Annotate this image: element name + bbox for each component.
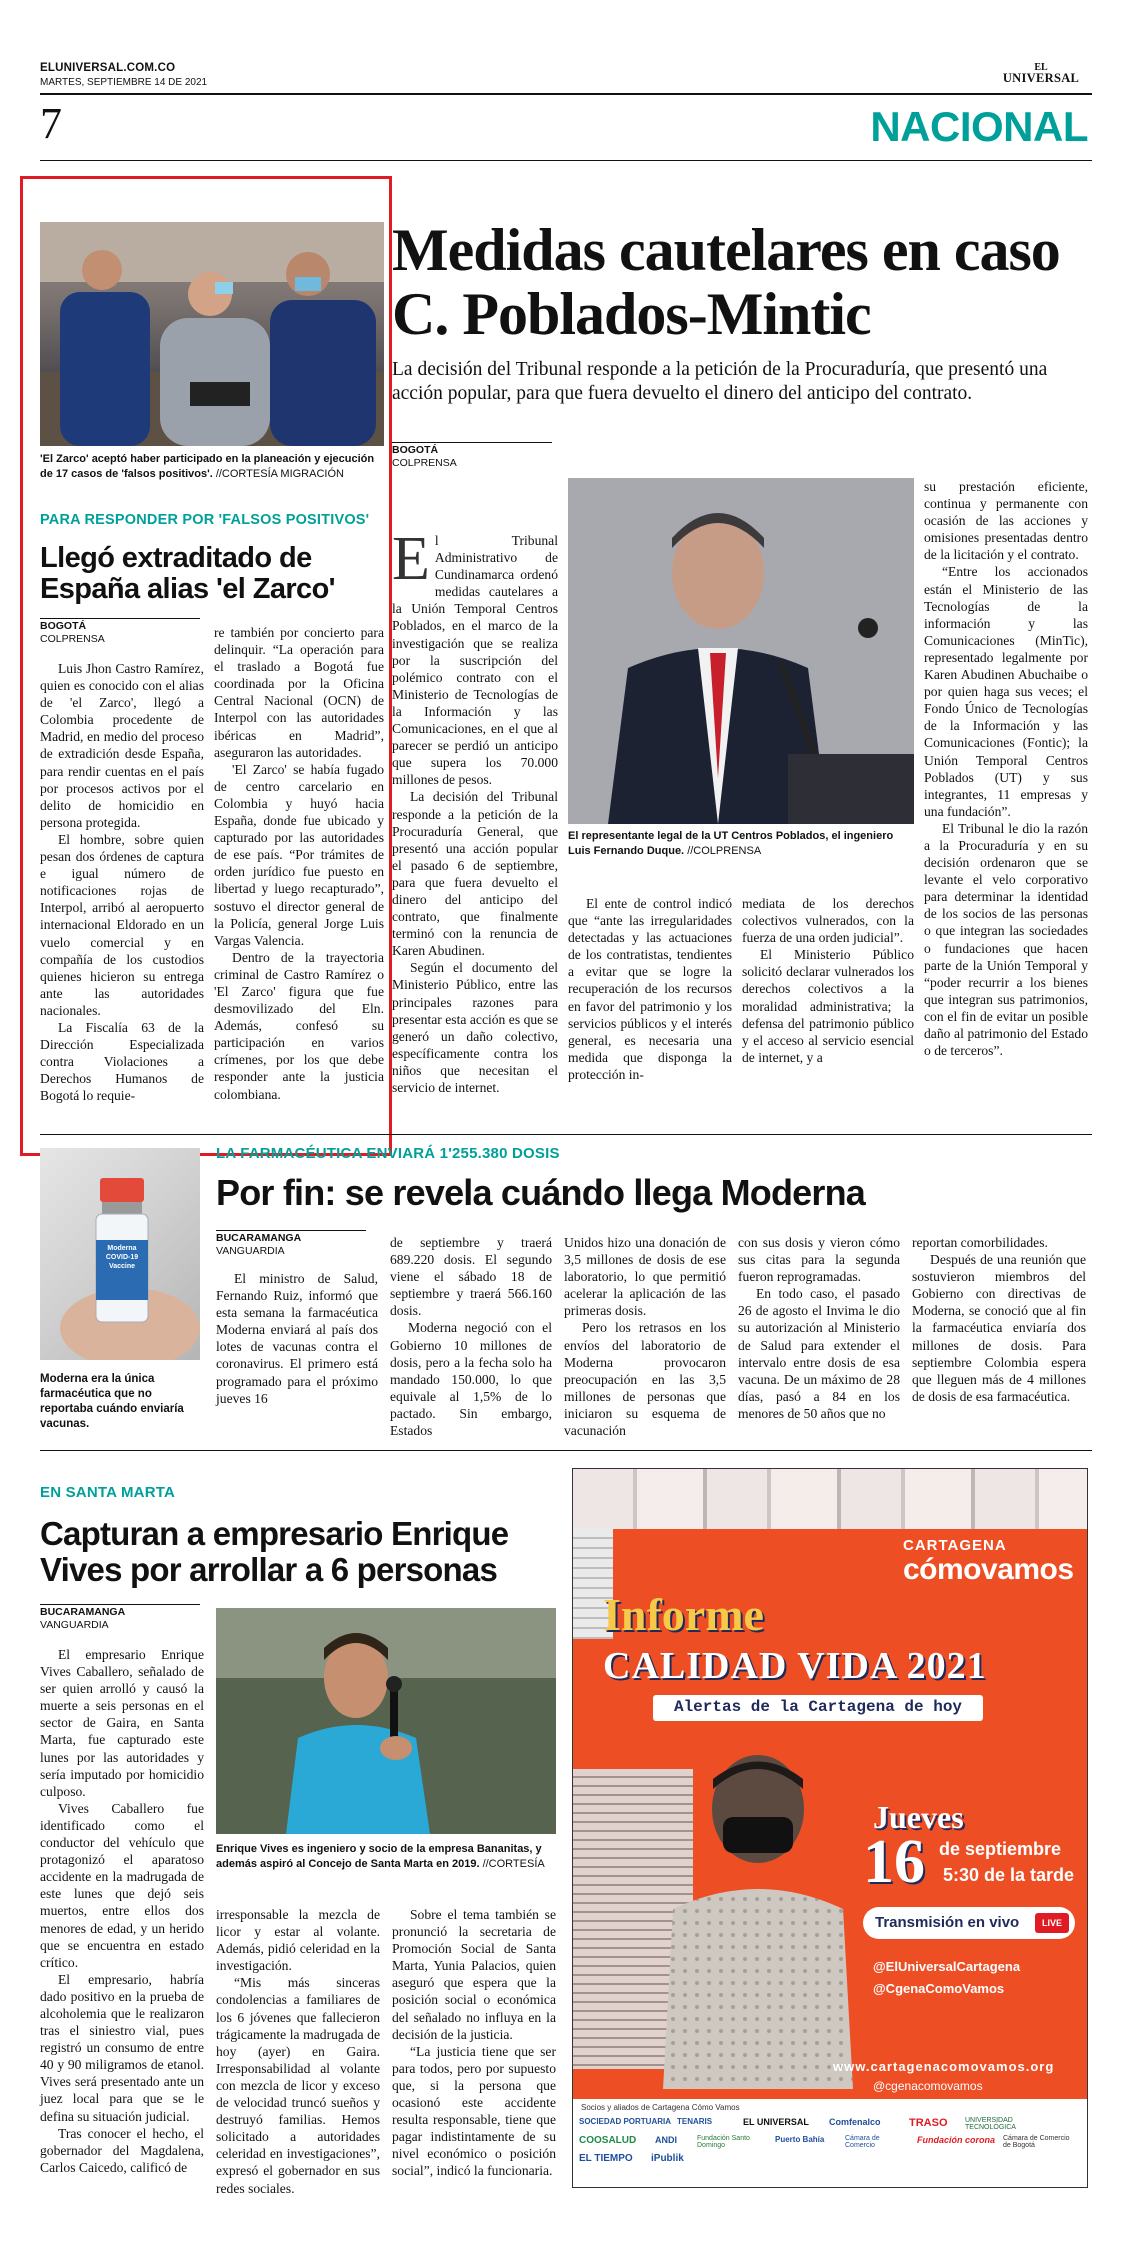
paragraph: La decisión del Tribunal responde a la petición de la Procuraduría General, que presentó una acción popular el pasado 6 de septiembre, para que fuera devuelto el dinero del anticipo del contrato, que finalmente terminó con la renuncia de Karen Abudinen. [392, 789, 558, 959]
zarco-caption-text: 'El Zarco' aceptó haber participado en la planeación y ejecución de 17 casos de 'falsos positivos'. [40, 453, 375, 480]
mintic-col-4 [924, 478, 1088, 1059]
vives-dateline [40, 1606, 125, 1632]
paragraph: En todo caso, el pasado 26 de agosto el Invima le dio su autorización al Ministerio de Salud para extender el intervalo entre dosis de esa vacuna. De un máximo de 28 días, pasó a 84 en los menores de 50 años que no [738, 1286, 900, 1421]
zarco-caption-credit: //CORTESÍA MIGRACIÓN [215, 467, 344, 480]
paragraph: El hombre, sobre quien pesan dos órdenes de captura e igual número de notificaciones rojas de Interpol, arribó al aeropuerto internacional Eldorado en un vuelo comercial y en compañía de los custodios quienes hicieron su entrega ante las autoridades nacionales. [40, 831, 204, 1018]
zarco-caption [40, 452, 384, 481]
mintic-col-1 [392, 525, 558, 1096]
ad-title-informe: Informe [603, 1589, 764, 1640]
zarco-city: BOGOTÁ [40, 620, 87, 632]
section-title: NACIONAL [870, 103, 1088, 150]
page-number: 7 [40, 99, 62, 148]
mintic-caption [568, 829, 914, 858]
vives-col-3 [392, 1906, 556, 2180]
ad-org-top: CARTAGENA [903, 1537, 1007, 1554]
paragraph: mediata de los derechos colectivos vulnerados, con la fuerza de una orden judicial”. [742, 896, 914, 946]
paragraph: El Tribunal le dio la razón a la Procuraduría y en su decisión ordenaron que se levante el velo corporativo para determinar la identidad de los socios de las personas o que integran las sociedades o fundaciones que hacen parte de la Unión Temporal y “poder recurrir a los bienes que integran sus patrimonios, con el fin de evitar un posible daño al patrimonio del Estado o de terceros”. [924, 820, 1088, 1059]
advertisement[interactable] [572, 1468, 1088, 2188]
moderna-col-4 [738, 1234, 900, 1422]
ad-partner-logos [579, 2117, 1083, 2164]
header-rule [40, 93, 1092, 95]
partner-logo: Puerto Bahía [775, 2135, 825, 2144]
zarco-photo [40, 222, 384, 446]
paragraph: Tras conocer el hecho, el gobernador del Magdalena, Carlos Caicedo, calificó de [40, 2125, 204, 2175]
paragraph: Luis Jhon Castro Ramírez, quien es conocido con el alias de 'el Zarco', llegó a Colombia procedente de Madrid, en medio del proceso de extradición desde España, para rendir cuentas en el país por procesos activos por el delito de homicidio en persona protegida. [40, 661, 204, 830]
paragraph: Sobre el tema también se pronunció la secretaria de Promoción Social de Santa Marta, Yunia Palacios, quien aseguró que espera que la posición social o económica del señalado no influya en la decisión de la justicia. [392, 1907, 556, 2042]
paragraph: irresponsable la mezcla de licor y estar al volante. Además, pidió celeridad en la investigación. [216, 1907, 380, 1974]
paragraph-text: l Tribunal Administrativo de Cundinamarca ordenó medidas cautelares a la Unión Temporal Centros Poblados, en el marco de la investigación que se realiza por la suscripción del polémico contrato con el Ministerio de Tecnologías de la Información y las Comunicaciones, en el que al parecer se perdió un anticipo que supera los 70.000 millones de pesos. [392, 533, 558, 788]
ad-jueves: Jueves [873, 1799, 964, 1835]
ad-time: 5:30 de la tarde [943, 1865, 1075, 1885]
section-rule [40, 160, 1092, 161]
zarco-headline: Llegó extraditado de España alias 'el Zarco' [40, 542, 335, 605]
moderna-kicker: LA FARMACÉUTICA ENVIARÁ 1'255.380 DOSIS [216, 1145, 560, 1162]
paragraph: con sus dosis y vieron cómo sus citas para la segunda fueron reprogramadas. [738, 1235, 900, 1285]
ad-social-1: @ElUniversalCartagena [873, 1959, 1021, 1974]
partner-logo: Cámara de Comercio de Bogotá [1003, 2135, 1070, 2149]
partner-logo: Fundación corona [917, 2135, 996, 2145]
newspaper-collage-top [573, 1469, 1088, 1529]
vives-caption [216, 1842, 556, 1871]
moderna-dateline-rule [216, 1230, 366, 1231]
paragraph: Unidos hizo una donación de 3,5 millones de dosis de ese laboratorio, lo que permitió acelerar la aplicación de las primeras dosis. [564, 1235, 726, 1319]
paragraph: “Entre los accionados están el Ministerio de las Tecnologías de la información y las Comunicaciones (MinTic), representado legalmente por Karen Abudinen Abuchaibe o por quien haga sus veces; el Fondo Único de Tecnologías de la Información y las Comunicaciones (Fontic); la Unión Temporal Centros Poblados (UT) y sus integrantes, 11 empresas y una fundación”. [924, 564, 1088, 819]
vives-photo [216, 1608, 556, 1834]
vives-caption-text: Enrique Vives es ingeniero y socio de la empresa Bananitas, y además aspiró al Concejo de Santa Marta en 2019. [216, 1843, 542, 1870]
moderna-col-3 [564, 1234, 726, 1439]
partner-logo: ANDI [655, 2135, 677, 2145]
paragraph: “Mis más sinceras condolencias a familiares de los 6 jóvenes que fallecieron trágicamente la madrugada de hoy (ayer) en Gaira. Irresponsabilidad al volante con mezcla de licor y exceso de velocidad truncó sueños y destruyó familias. Hemos solicitado a autoridades celeridad en investigaciones”, expresó el gobernador en sus redes sociales. [216, 1975, 380, 2196]
ad-month: de septiembre [939, 1839, 1062, 1859]
partner-logo: COOSALUD [579, 2135, 637, 2146]
vial-label: Moderna COVID-19 Vaccine [105, 1245, 139, 1270]
moderna-photo [40, 1148, 200, 1360]
paragraph: Según el documento del Ministerio Público, entre las principales razones para presentar esta acción es que se generó un daño colectivo, específicamente contra los niños que necesitan el servicio de internet. [392, 960, 558, 1095]
mintic-col-2 [568, 895, 732, 1083]
mintic-photo-illustration [568, 478, 914, 824]
section-divider-2 [40, 1450, 1092, 1451]
partner-logo: Comfenalco [829, 2117, 881, 2127]
mintic-agency: COLPRENSA [392, 457, 457, 469]
ad-day-number: 16 [863, 1828, 925, 1896]
logo-bottom: UNIVERSAL [1002, 71, 1080, 85]
section-divider-1 [40, 1134, 1092, 1135]
mintic-dateline [392, 444, 457, 470]
site-url: ELUNIVERSAL.COM.CO [40, 62, 176, 74]
moderna-dateline [216, 1232, 301, 1258]
partner-logo: TENARIS [677, 2117, 713, 2126]
mintic-caption-credit: //COLPRENSA [687, 844, 762, 857]
paragraph: “La justicia tiene que ser para todos, pero por supuesto que, si la persona que ocasionó este accidente resulta responsable, tiene que pagar indistintamente de su nivel económico o posición social”, indicó la funcionaria. [392, 2043, 556, 2179]
mintic-col-3 [742, 895, 914, 1066]
paragraph: re también por concierto para delinquir. “La operación para el traslado a Bogotá fue coordinada por la Oficina Central Nacional (OCN) de Interpol con las autoridades ibéricas en Madrid”, aseguraron las autoridades. [214, 625, 384, 760]
paragraph: La Fiscalía 63 de la Dirección Especializada contra Violaciones a Derechos Humanos de Bogotá lo requie- [40, 1019, 204, 1104]
ad-partners-label: Socios y aliados de Cartagena Cómo Vamos [581, 2103, 740, 2112]
mintic-subtitle: La decisión del Tribunal responde a la petición de la Procuraduría, que presentó una acción popular, para que fuera devuelto el dinero del anticipo del contrato. [392, 359, 1048, 404]
paragraph: El empresario Enrique Vives Caballero, señalado de ser quien arrolló y causó la muerte a seis personas en el sector de Gaira, en Santa Marta, fue capturado este lunes por las autoridades y sería imputado por homicidio culposo. [40, 1647, 204, 1799]
moderna-col-2 [390, 1234, 552, 1439]
paragraph: Dentro de la trayectoria criminal de Castro Ramírez o 'El Zarco' figura que fue desmovilizado del Eln. Además, confesó su participación en varios crímenes, por los que debe responder ante la justicia colombiana. [214, 949, 384, 1102]
mintic-dateline-rule [392, 442, 552, 443]
zarco-photo-illustration [40, 222, 384, 446]
vives-col-1 [40, 1646, 204, 2176]
paragraph: El Ministerio Público solicitó declarar vulnerados los derechos colectivos a la moralidad administrativa; la defensa del patrimonio público y el acceso al servicio esencial de internet, y a [742, 947, 914, 1065]
vives-dateline-rule [40, 1604, 200, 1605]
partner-logo: EL UNIVERSAL [743, 2117, 809, 2127]
ad-url-social: @cgenacomovamos [873, 2079, 983, 2093]
partner-logo: TRASO [909, 2117, 948, 2129]
zarco-col-1 [40, 660, 204, 1104]
partner-logo: EL TIEMPO [579, 2153, 633, 2164]
paragraph [392, 525, 558, 788]
partner-logo: Fundación Santo Domingo [697, 2135, 750, 2149]
partner-logo: iPublik [651, 2153, 684, 2164]
paragraph: su prestación eficiente, continua y permanente con ocasión de las acciones y omisiones presentadas dentro de la licitación y el contrato. [924, 479, 1088, 563]
moderna-headline: Por fin: se revela cuándo llega Moderna [216, 1172, 865, 1213]
partner-logo: SOCIEDAD PORTUARIA [579, 2117, 672, 2126]
vives-headline: Capturan a empresario Enrique Vives por arrollar a 6 personas [40, 1515, 509, 1588]
moderna-caption: Moderna era la única farmacéutica que no reportaba cuándo enviaría vacunas. [40, 1373, 184, 1430]
ad-social-2: @CgenaComoVamos [873, 1981, 1005, 1996]
paragraph: de septiembre y traerá 689.220 dosis. El segundo viene el sábado 18 de septiembre y traerá 566.160 dosis. [390, 1235, 552, 1319]
paragraph: El ministro de Salud, Fernando Ruiz, informó que esta semana la farmacéutica Moderna enviará al país dos lotes de vacunas contra el coronavirus. El primero está programado para el próximo jueves 16 [216, 1271, 378, 1406]
vives-agency: VANGUARDIA [40, 1619, 109, 1631]
moderna-city: BUCARAMANGA [216, 1232, 302, 1244]
ad-alertas: Alertas de la Cartagena de hoy [673, 1698, 963, 1716]
paragraph: El empresario, habría dado positivo en la prueba de alcoholemia que le realizaron tras el siniestro vial, pues registró un consumo de entre 40 y 90 miligramos de etanol. Vives será presentado ante un juez local para que se le defina su situación judicial. [40, 1971, 204, 2124]
paragraph: El ente de control indicó que “ante las irregularidades detectadas y las actuaciones de los contratistas, tendientes a evitar que se logre la recuperación de los recursos en favor del patrimonio y los servicios públicos y el interés general, es necesaria una medida que disponga la protección in- [568, 896, 732, 1082]
ad-stream: Transmisión en vivo [875, 1914, 1020, 1931]
paragraph: Después de una reunión que sostuvieron miembros del Gobierno con directivas de Moderna, se conoció que al fin la farmacéutica enviaría dos millones de dosis. Para septiembre Colombia espera que lleguen más de 4 millones de dosis de esa farmacéutica. [912, 1252, 1086, 1404]
ad-org-bottom: cómovamos [903, 1553, 1074, 1586]
mintic-photo [568, 478, 914, 824]
dropcap: E [392, 525, 430, 593]
issue-date: MARTES, SEPTIEMBRE 14 DE 2021 [40, 77, 208, 88]
vives-kicker: EN SANTA MARTA [40, 1484, 176, 1501]
paragraph: Moderna negoció con el Gobierno 10 millones de dosis, pero a la fecha solo ha mandado 150.000, lo que equivale al 1,5% de lo pactado. Sin embargo, Estados [390, 1320, 552, 1439]
ad-woman-illustration [643, 1749, 873, 2089]
masthead-logo [1000, 62, 1082, 84]
zarco-dateline [40, 620, 105, 646]
zarco-agency: COLPRENSA [40, 633, 105, 645]
vives-photo-illustration [216, 1608, 556, 1834]
moderna-agency: VANGUARDIA [216, 1245, 285, 1257]
zarco-kicker: PARA RESPONDER POR 'FALSOS POSITIVOS' [40, 512, 370, 528]
mintic-city: BOGOTÁ [392, 444, 439, 456]
vives-col-2 [216, 1906, 380, 2197]
logo-top: EL [1034, 62, 1048, 73]
paragraph: Pero los retrasos en los envíos del laboratorio de Moderna provocaron preocupación en las 3,5 millones de personas que iniciaron su esquema de vacunación [564, 1320, 726, 1439]
moderna-col-5 [912, 1234, 1086, 1405]
zarco-dateline-rule [40, 618, 200, 619]
live-icon: LIVE [1035, 1913, 1069, 1933]
paragraph: 'El Zarco' se había fugado de centro carcelario en Colombia y huyó hacia España, donde fue ubicado y capturado por las autoridades de ese país. “Por trámites de orden jurídico fue puesto en libertad y luego recapturado”, sostuvo el director general de la Policía, general Jorge Luis Vargas Valencia. [214, 761, 384, 948]
ad-url[interactable]: www.cartagenacomovamos.org [833, 2059, 1055, 2074]
moderna-col-1 [216, 1270, 378, 1407]
partner-logo: UNIVERSIDAD TECNOLÓGICA [965, 2117, 1016, 2131]
vives-city: BUCARAMANGA [40, 1606, 126, 1618]
paragraph: Vives Caballero fue identificado como el conductor del vehículo que protagonizó el aparatoso accidente en la madrugada de este lunes que dejó seis muertos, entre ellos dos menores de edad, y un herido que se encuentra en estado crítico. [40, 1800, 204, 1970]
vives-caption-credit: //CORTESÍA [482, 1857, 545, 1870]
ad-title-calidad: CALIDAD VIDA 2021 [603, 1645, 987, 1687]
mintic-headline: Medidas cautelares en caso C. Poblados-Mintic [392, 217, 1060, 347]
zarco-col-2 [214, 624, 384, 1103]
partner-logo: Cámara de Comercio [845, 2135, 880, 2149]
mintic-caption-text: El representante legal de la UT Centros Poblados, el ingeniero Luis Fernando Duque. [568, 830, 894, 857]
paragraph: reportan comorbilidades. [912, 1235, 1048, 1250]
